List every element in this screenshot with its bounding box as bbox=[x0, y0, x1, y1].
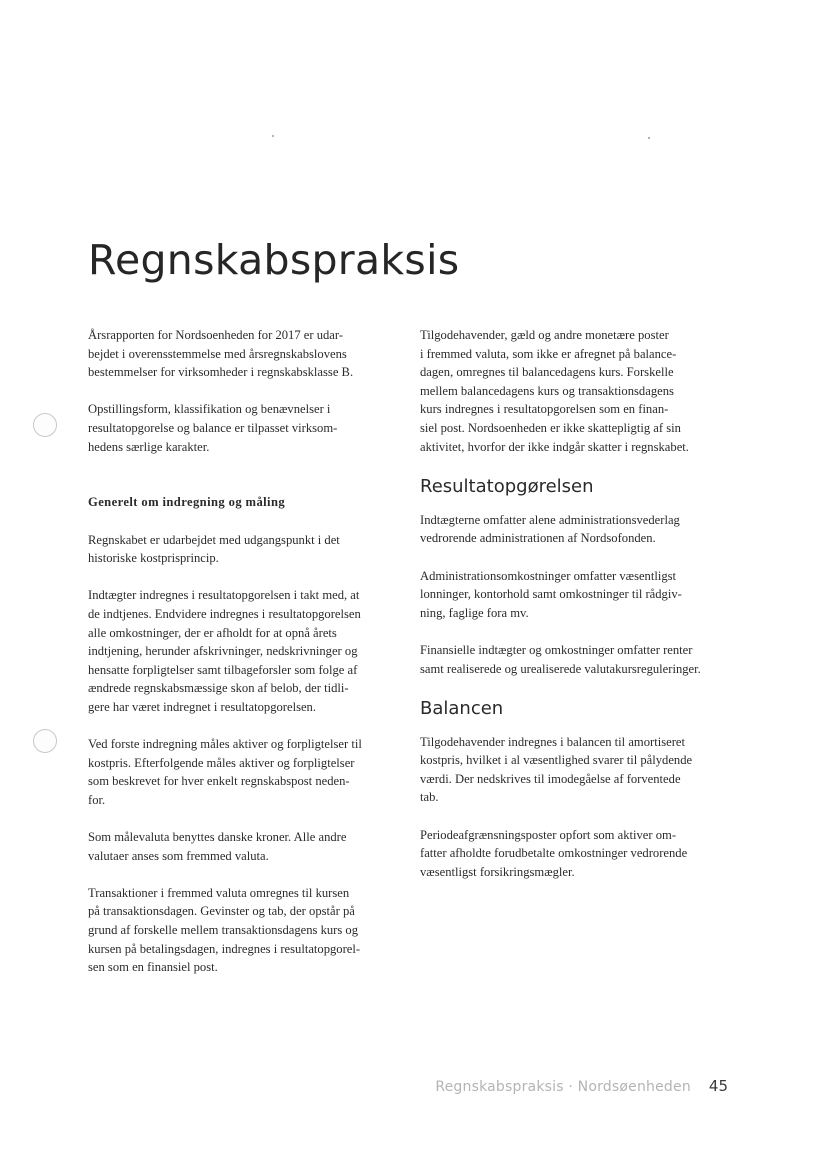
page-title: Regnskabspraksis bbox=[88, 236, 460, 284]
page-number: 45 bbox=[708, 1077, 728, 1095]
paragraph-monetary-items: Tilgodehavender, gæld og andre monetære poster i fremmed valuta, som ikke er afregnet på balance- dagen, omregnes til balancedagens kurs. Forskelle mellem balancedagens kurs og transaktionsdagens kurs indregnes i resultatopgorelsen som en finan- siel post. Nordsoenheden er ikke skattepligtig af sin aktivitet, hvorfor der ikke indgår skatter i regnskabet. bbox=[420, 328, 689, 454]
left-column bbox=[88, 326, 400, 995]
paragraph-transactions: Transaktioner i fremmed valuta omregnes til kursen på transaktionsdagen. Gevinster og tab, der opstår på grund af forskelle mellem transaktionsdagens kurs og kursen på betalingsdagen, indregnes i resultatopgorel- sen som en finansiel post. bbox=[88, 885, 361, 975]
punch-hole bbox=[33, 729, 57, 753]
paragraph-admin-costs: Administrationsomkostninger omfatter væsentligst lonninger, kontorhold samt omkostninger til rådgiv- ning, faglige fora mv. bbox=[420, 568, 682, 620]
paragraph-income: Indtægter indregnes i resultatopgorelsen i takt med, at de indtjenes. Endvidere indregnes i resultatopgorelsen alle omkostninger, der er afholdt for at opnå årets indtjening, herunder afskrivninger, nedskrivninger og hensatte forpligtelser samt tilbageforsler som folge af ændrede regnskabsmæssige skon af belob, der tidli- gere har været indregnet i resultatopgorelsen. bbox=[88, 588, 361, 714]
paragraph-prepayments: Periodeafgrænsningsposter opfort som aktiver om- fatter afholdte forudbetalte omkostninger vedrorende væsentligst forsikringsmægler. bbox=[420, 827, 688, 879]
subheading-general: Generelt om indregning og måling bbox=[88, 495, 286, 510]
paragraph-revenue: Indtægterne omfatter alene administrationsvederlag vedrorende administrationen af Nordsofonden. bbox=[420, 512, 680, 546]
paragraph-currency: Som målevaluta benyttes danske kroner. Alle andre valutaer anses som fremmed valuta. bbox=[88, 830, 347, 863]
punch-hole bbox=[33, 413, 57, 437]
paragraph-general bbox=[88, 475, 400, 568]
scan-speck bbox=[648, 137, 650, 139]
right-column bbox=[420, 326, 736, 900]
paragraph-presentation: Opstillingsform, klassifikation og benævnelser i resultatopgorelse og balance er tilpasset virksom- hedens særlige karakter. bbox=[88, 402, 338, 454]
scan-speck bbox=[272, 135, 274, 137]
paragraph-cost-principle: Regnskabet er udarbejdet med udgangspunkt i det historiske kostprisprincip. bbox=[88, 532, 340, 566]
footer-label: Regnskabspraksis · Nordsøenheden bbox=[435, 1079, 691, 1095]
paragraph-financial-items: Finansielle indtægter og omkostninger omfatter renter samt realiserede og urealiserede valutakursreguleringer. bbox=[420, 642, 701, 676]
paragraph-receivables: Tilgodehavender indregnes i balancen til amortiseret kostpris, hvilket i al væsentlighed svarer til pålydende værdi. Der nedskrives til imodegåelse af forventede tab. bbox=[420, 734, 693, 805]
paragraph-initial-recognition: Ved forste indregning måles aktiver og forpligtelser til kostpris. Efterfolgende måles aktiver og forpligtelser som beskrevet for hver enkelt regnskabspost neden- for. bbox=[88, 737, 362, 807]
page-footer bbox=[435, 1077, 728, 1095]
heading-balancen: Balancen bbox=[420, 697, 504, 719]
heading-resultatopgorelsen: Resultatopgørelsen bbox=[420, 475, 594, 497]
paragraph-intro: Årsrapporten for Nordsoenheden for 2017 er udar- bejdet i overensstemmelse med årsregnskabslovens bestemmelser for virksomheder i regnskabsklasse B. bbox=[88, 328, 354, 380]
